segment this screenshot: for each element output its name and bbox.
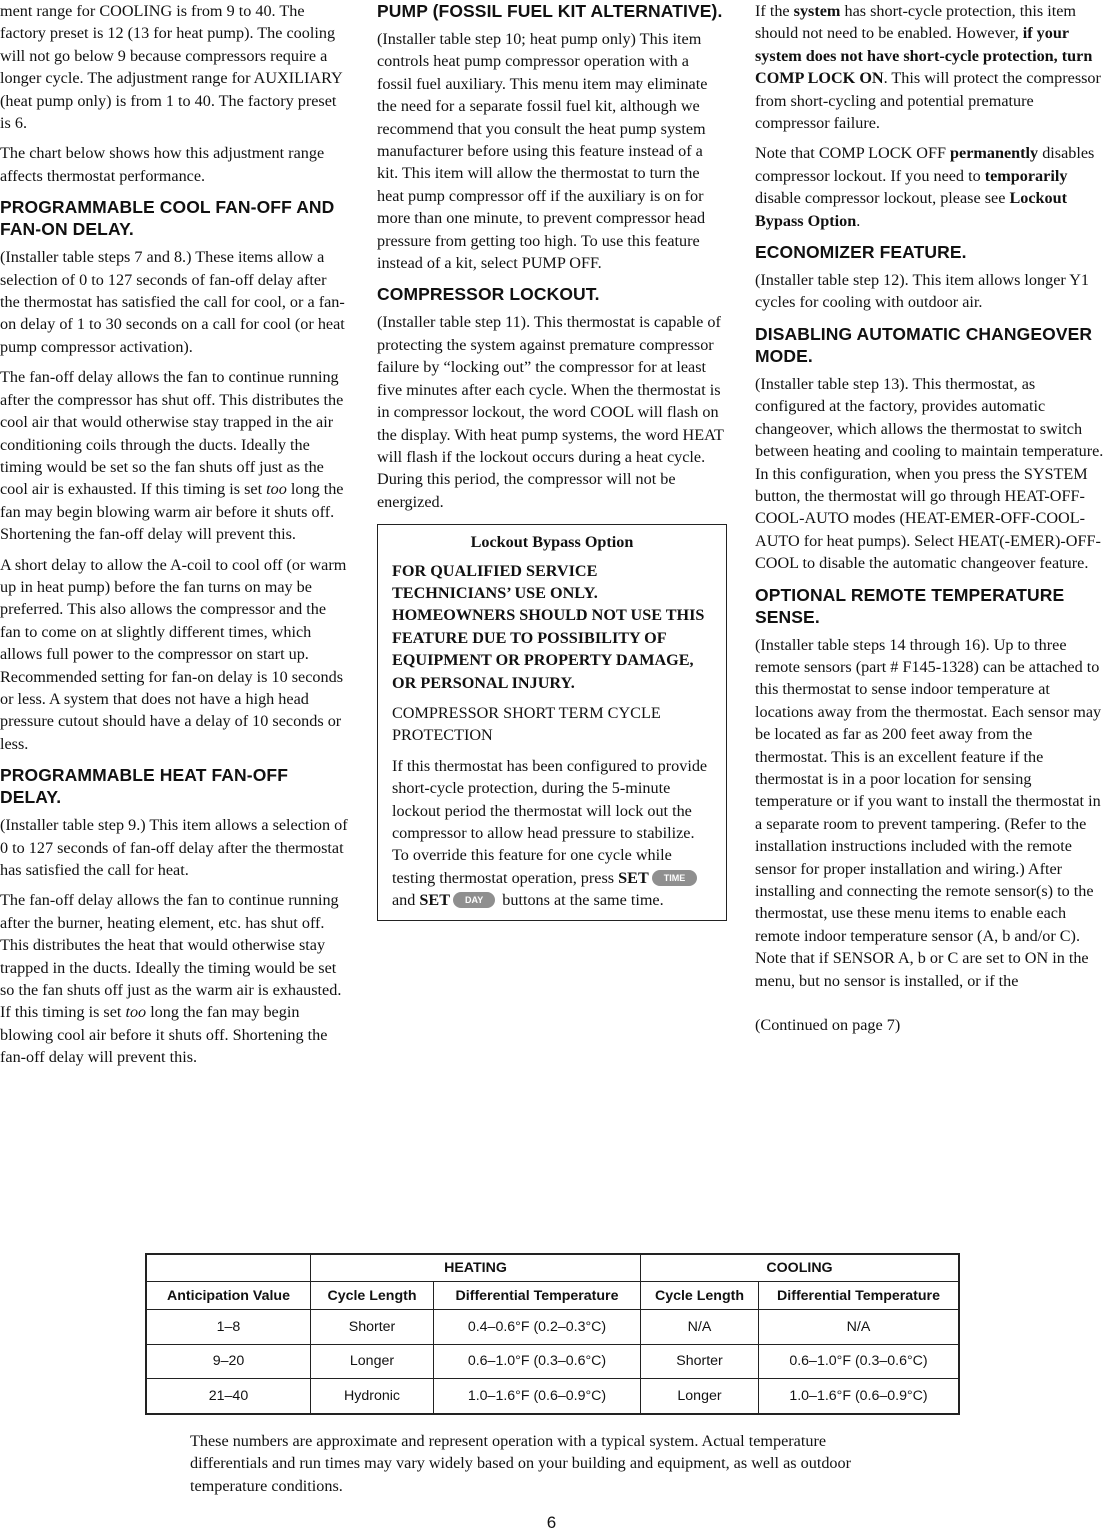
paragraph: A short delay to allow the A-coil to cool off (or warm up in heat pump) before the fan turns on may be preferred. This also allows the compressor and the fan to come on at slightly different times, which allows full power to the compressor on start up. Recommended setting for fan-on delay is 10 seconds or less. A system that does not have a high head pressure cutout should have a delay of 10 seconds or less. bbox=[0, 555, 347, 753]
table-cell: Hydronic bbox=[311, 1379, 434, 1414]
time-button-icon: TIME bbox=[652, 870, 698, 886]
table-cell: Shorter bbox=[641, 1344, 759, 1379]
section-heading-remote-sense: OPTIONAL REMOTE TEMPERATURE SENSE. bbox=[755, 584, 1065, 627]
table-cell: 1.0–1.6°F (0.6–0.9°C) bbox=[759, 1379, 960, 1414]
continued-note: (Continued on page 7) bbox=[755, 1016, 901, 1035]
paragraph bbox=[0, 889, 350, 1068]
bold-text: permanently bbox=[950, 144, 1039, 163]
section-heading-compressor-lockout: COMPRESSOR LOCKOUT. bbox=[377, 284, 600, 305]
table-header: Cycle Length bbox=[641, 1282, 759, 1310]
section-heading-pump: PUMP (FOSSIL FUEL KIT ALTERNATIVE). bbox=[377, 1, 723, 21]
set-label: SET bbox=[618, 868, 649, 887]
text-run: . This will protect the compressor from short-cycling and potential premature compressor failure. bbox=[755, 69, 1101, 133]
column-right bbox=[755, 0, 1103, 1044]
table-cell: 0.4–0.6°F (0.2–0.3°C) bbox=[434, 1310, 641, 1345]
bold-text: system bbox=[793, 2, 841, 20]
paragraph: (Installer table step 12). This item allows longer Y1 cycles for cooling with outdoor air. bbox=[755, 271, 1090, 312]
paragraph bbox=[755, 142, 1103, 232]
paragraph: (Installer table step 11). This thermostat is capable of protecting the system against premature compressor failure by “locking out” the compressor for at least five minutes after each cycle. When the thermostat is in compressor lockout, the word COOL will flash on the display. With heat pump systems, the word HEAT will flash if the lockout occurs during a heat cycle. During this period, the compressor will not be energized. bbox=[377, 313, 724, 511]
table-cell: 9–20 bbox=[146, 1344, 311, 1379]
text-run: Note that COMP LOCK OFF bbox=[755, 144, 951, 163]
section-heading-heat-fan-delay: PROGRAMMABLE HEAT FAN-OFF DELAY. bbox=[0, 765, 288, 808]
table-group-heating: HEATING bbox=[311, 1254, 641, 1282]
page-number: 6 bbox=[546, 1513, 557, 1532]
table-cell: N/A bbox=[759, 1310, 960, 1345]
anticipation-table bbox=[145, 1253, 960, 1415]
table-cell: 1–8 bbox=[146, 1310, 311, 1345]
paragraph: The chart below shows how this adjustment range affects thermostat performance. bbox=[0, 144, 325, 185]
emphasis-text: too bbox=[125, 1003, 147, 1022]
section-heading-economizer: ECONOMIZER FEATURE. bbox=[755, 242, 967, 263]
set-label: SET bbox=[419, 891, 451, 910]
section-heading-auto-changeover: DISABLING AUTOMATIC CHANGEOVER MODE. bbox=[755, 323, 1093, 366]
table-row bbox=[146, 1379, 959, 1414]
text-run: disables compressor lockout. If you need to bbox=[755, 144, 1095, 185]
text-run: If this thermostat has been configured to provide short-cycle protection, during the 5-minute lockout period the thermostat will lock out the compressor to allow head pressure to stabilize. To override this feature for one cycle while testing thermostat operation, press bbox=[392, 756, 708, 887]
text-run: The fan-off delay allows the fan to continue running after the compressor has shut off. This distributes the cool air that would otherwise stay trapped in the air conditioning coils through the ducts. Ideally the timing would be set so the fan shuts off just as the cool air is exhausted. If this timing is set bbox=[0, 368, 344, 499]
paragraph bbox=[0, 366, 350, 545]
text-run: and bbox=[392, 891, 416, 910]
bold-text: if your system does not have short-cycle protection, turn COMP LOCK ON bbox=[755, 24, 1093, 88]
text-run: . bbox=[856, 211, 861, 230]
table-header: Anticipation Value bbox=[146, 1282, 311, 1310]
paragraph: ment range for COOLING is from 9 to 40. The factory preset is 12 (13 for heat pump). The cooling will not go below 9 because compressors require a longer cycle. The adjustment range for AUXILIARY (heat pump only) is from 1 to 40. The factory preset is 6. bbox=[0, 2, 343, 133]
bold-text: Lockout Bypass Option bbox=[755, 189, 1068, 230]
table-header: Cycle Length bbox=[311, 1282, 434, 1310]
paragraph bbox=[755, 0, 1103, 134]
table-cell: 0.6–1.0°F (0.3–0.6°C) bbox=[759, 1344, 960, 1379]
table-group-empty bbox=[146, 1254, 311, 1282]
column-left bbox=[0, 0, 350, 1077]
emphasis-text: too bbox=[266, 480, 287, 499]
table-group-cooling: COOLING bbox=[641, 1254, 960, 1282]
text-run: long the fan may begin blowing warm air before it shuts off. Shortening the fan-off delay will prevent this. bbox=[0, 480, 344, 544]
box-title: Lockout Bypass Option bbox=[470, 533, 634, 552]
table-cell: N/A bbox=[641, 1310, 759, 1345]
table-row bbox=[146, 1310, 959, 1345]
paragraph: (Installer table steps 7 and 8.) These items allow a selection of 0 to 127 seconds of fan-off delay after the thermostat has satisfied the call for cool, or a fan-on delay of 1 to 30 seconds on a call for cool (or heat pump compressor activation). bbox=[0, 248, 345, 356]
box-body bbox=[392, 755, 712, 912]
table-cell: 21–40 bbox=[208, 1387, 249, 1404]
paragraph: (Installer table steps 14 through 16). Up to three remote sensors (part # F145-1328) can be attached to this thermostat to sense indoor temperature at locations away from the thermostat. Each sensor may be located as far as 200 feet away from the thermostat. This is an excellent feature if the thermostat is in a poor location for sensing temperature or if you want to install the thermostat in a separate room to prevent tampering. (Refer to the installation instructions included with the remote sensor for proper installation and wiring.) After installing and connecting the remote sensor(s) to the thermostat, use these menu items to enable each remote indoor temperature sensor (A, b and/or C). Note that if SENSOR A, b or C are set to ON in the menu, but no sensor is installed, or if the bbox=[755, 635, 1102, 990]
bold-text: temporarily bbox=[984, 166, 1068, 185]
text-run: buttons at the same time. bbox=[502, 891, 664, 910]
box-subtitle: COMPRESSOR SHORT TERM CYCLE PROTECTION bbox=[392, 703, 661, 745]
table-header: Differential Temperature bbox=[759, 1282, 960, 1310]
table-cell: Longer bbox=[311, 1344, 434, 1379]
column-middle bbox=[377, 0, 727, 921]
paragraph: (Installer table step 10; heat pump only) This item controls heat pump compressor operation with a fossil fuel auxiliary. This menu item may eliminate the need for a separate fossil fuel kit, although we recommend that you consult the heat pump system manufacturer before using this feature instead of a kit. This item will allow the thermostat to turn the heat pump compressor off if the auxiliary is on for more than one minute, to prevent compressor head pressure from getting too high. To use this feature instead of a kit, select PUMP OFF. bbox=[377, 30, 708, 273]
text-run: The fan-off delay allows the fan to continue running after the burner, heating element, etc. has shut off. This distributes the heat that would otherwise stay trapped in the ducts. Ideally the timing would be set so the fan shuts off just as the warm air is exhausted. If this timing is set bbox=[0, 891, 342, 1022]
table-row bbox=[146, 1344, 959, 1379]
warning-text: FOR QUALIFIED SERVICE TECHNICIANS’ USE ONLY. HOMEOWNERS SHOULD NOT USE THIS FEATURE DUE TO POSSIBILITY OF EQUIPMENT OR PROPERTY DAMAGE, OR PERSONAL INJURY. bbox=[392, 561, 705, 692]
paragraph: (Installer table step 13). This thermostat, as configured at the factory, provides automatic changeover, which allows the thermostat to switch between heating and cooling to maintain temperature. In this configuration, when you press the SYSTEM button, the thermostat will go through HEAT-OFF-COOL-AUTO modes (HEAT-EMER-OFF-COOL-AUTO for heat pumps). Select HEAT(-EMER)-OFF-COOL to disable the automatic changeover feature. bbox=[755, 374, 1103, 573]
table-cell: 1.0–1.6°F (0.6–0.9°C) bbox=[434, 1379, 641, 1414]
table-header: Differential Temperature bbox=[434, 1282, 641, 1310]
table-footnote: These numbers are approximate and represent operation with a typical system. Actual temperature differentials and run times may vary widely based on your building and equipment, as well as outdoor temperature conditions. bbox=[190, 1432, 851, 1495]
lockout-bypass-box bbox=[377, 524, 727, 921]
text-run: long the fan may begin blowing cool air before it shuts off. Shortening the fan-off delay will prevent this. bbox=[0, 1003, 328, 1067]
text-run: has short-cycle protection, this item should not need to be enabled. However, bbox=[755, 2, 1076, 43]
section-heading-cool-fan-delay: PROGRAMMABLE COOL FAN-OFF AND FAN-ON DELAY. bbox=[0, 197, 335, 240]
table-cell: Shorter bbox=[311, 1310, 434, 1345]
table-cell: Longer bbox=[641, 1379, 759, 1414]
text-run: disable compressor lockout, please see bbox=[755, 189, 1010, 208]
paragraph: (Installer table step 9.) This item allows a selection of 0 to 127 seconds of fan-off delay after the thermostat has satisfied the call for heat. bbox=[0, 816, 348, 879]
table-cell: 0.6–1.0°F (0.3–0.6°C) bbox=[434, 1344, 641, 1379]
day-button-icon: DAY bbox=[453, 892, 495, 908]
text-run: If the bbox=[755, 2, 794, 20]
